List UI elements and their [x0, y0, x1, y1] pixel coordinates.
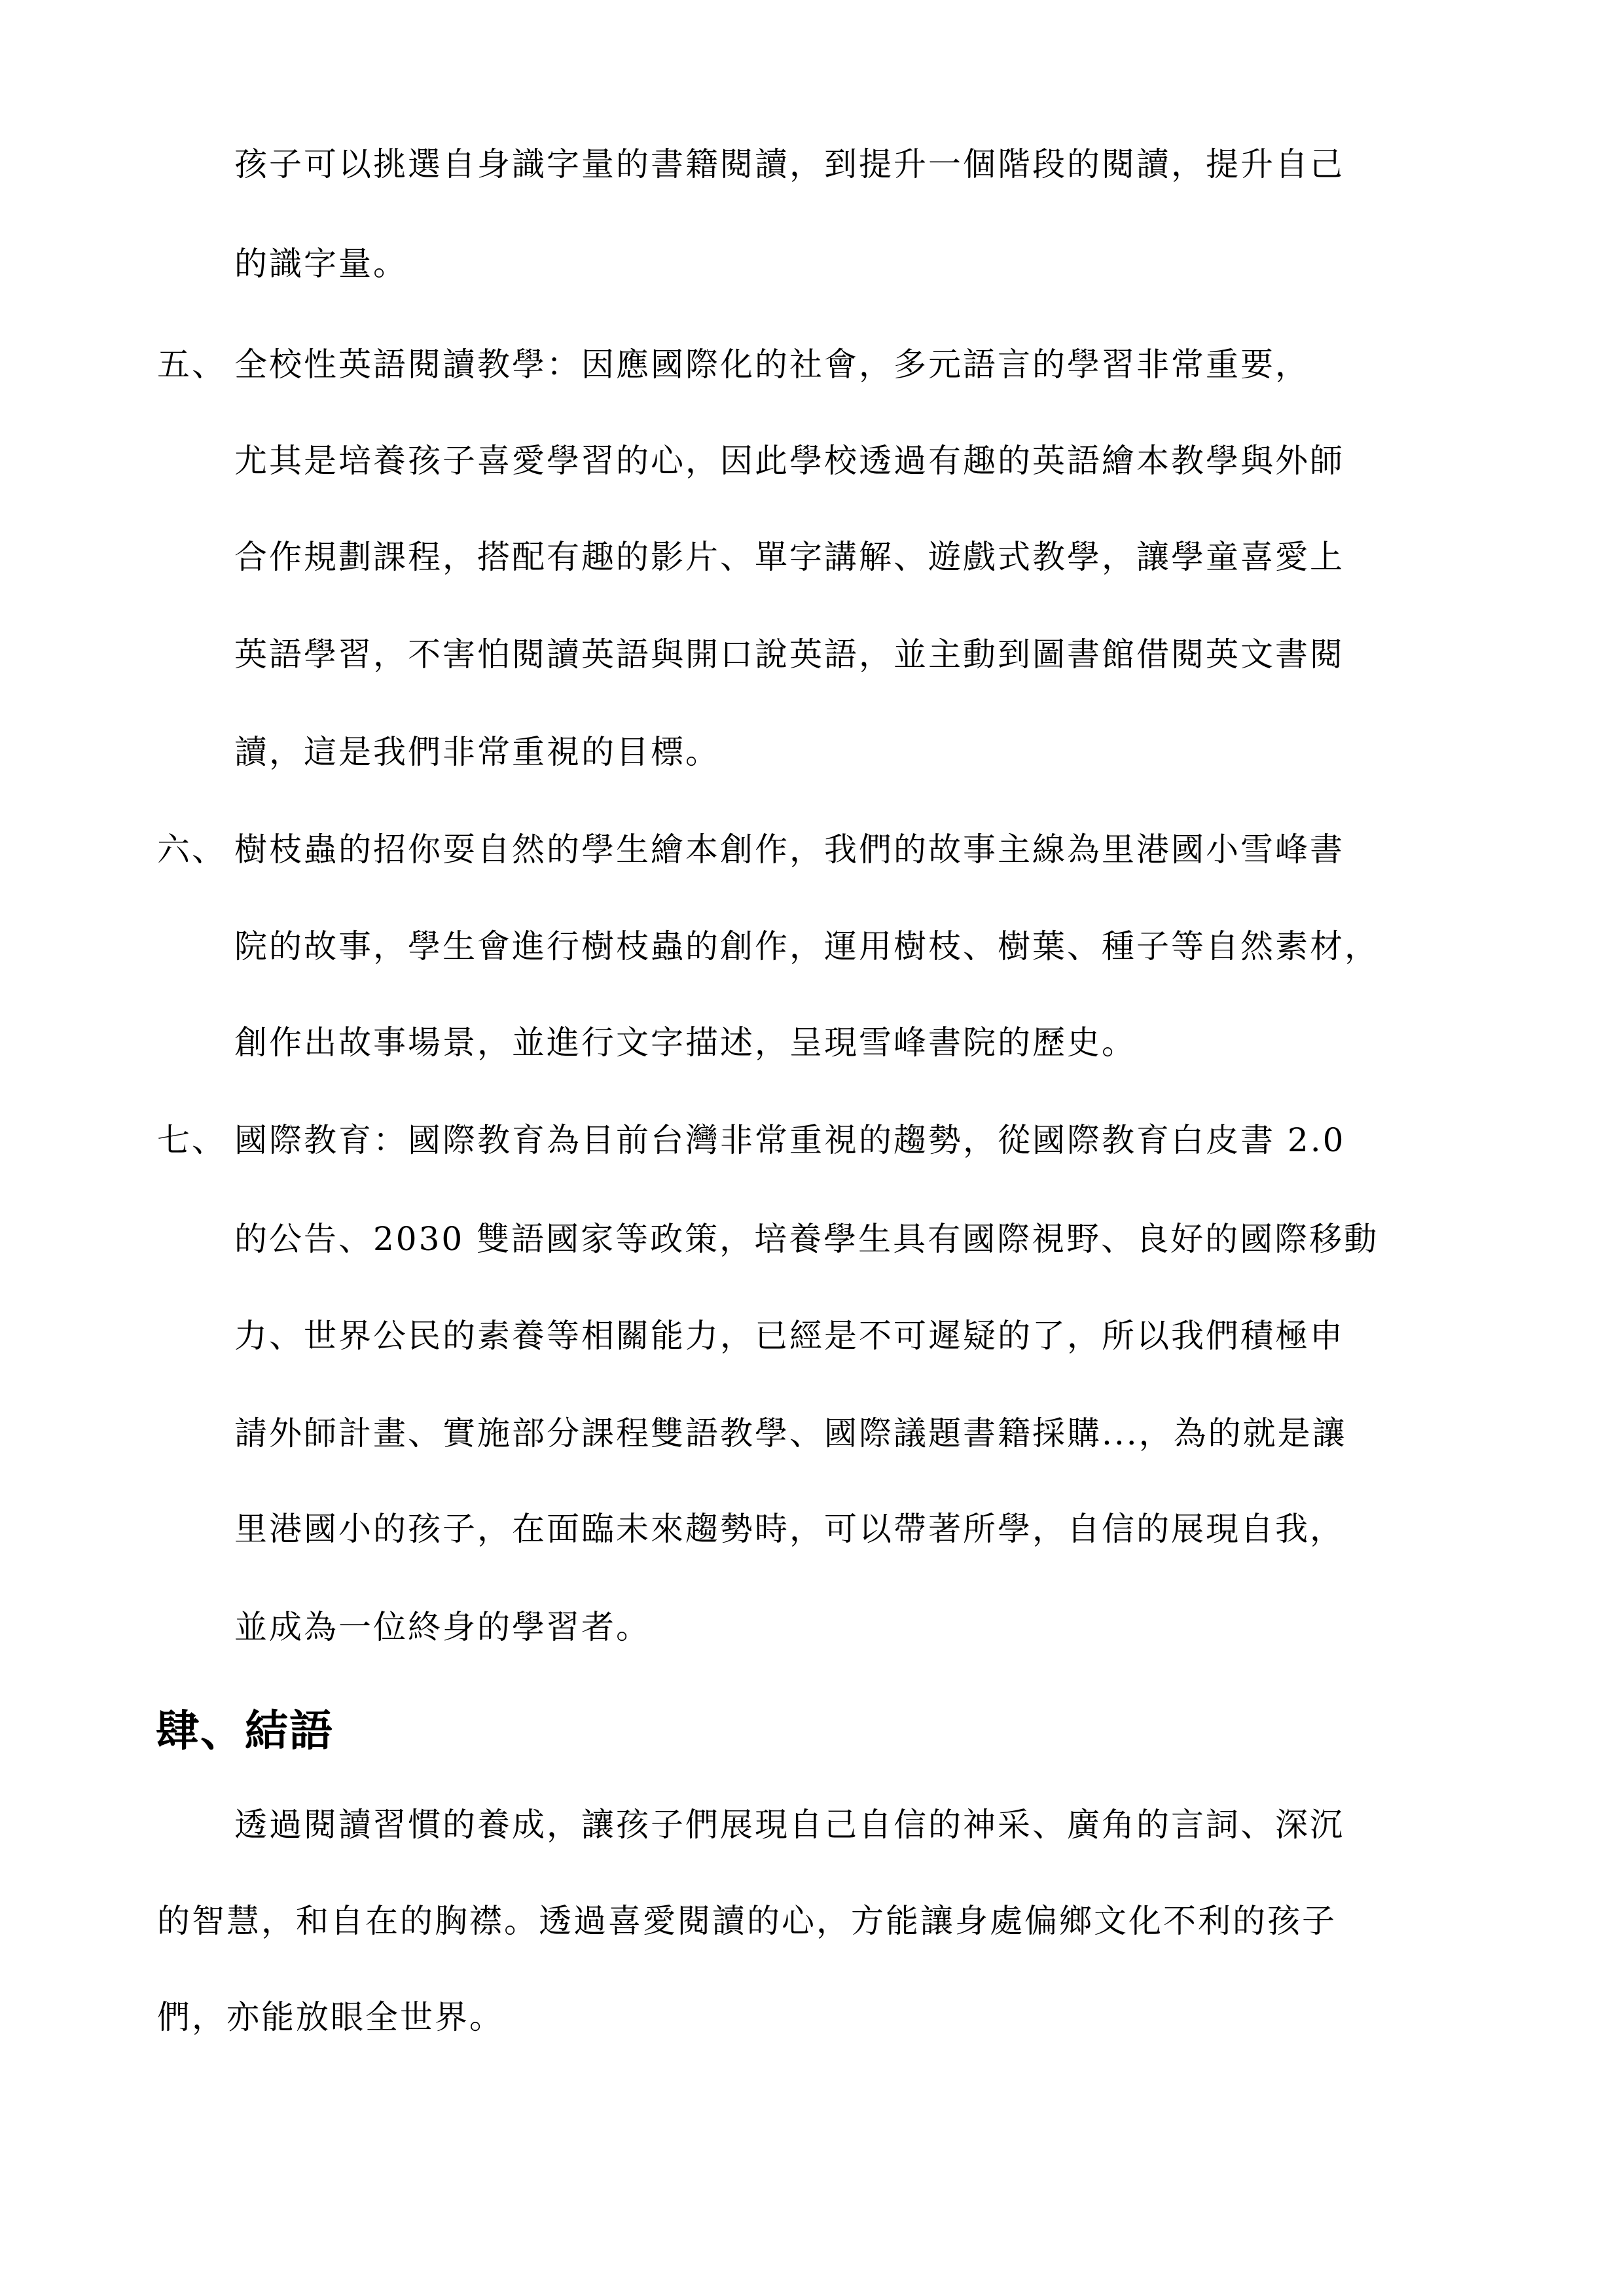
conclusion-line-1: 透過閱讀習慣的養成，讓孩子們展現自己自信的神采、廣角的言詞、深沉: [234, 1806, 1344, 1844]
item4-line-1: 孩子可以挑選自身識字量的書籍閱讀，到提升一個階段的閱讀，提升自己: [234, 145, 1344, 183]
item5-line-5: 讀，這是我們非常重視的目標。: [234, 733, 720, 771]
item6-marker: 六、: [157, 831, 226, 869]
item5-line-3: 合作規劃課程，搭配有趣的影片、單字講解、遊戲式教學，讓學童喜愛上: [234, 538, 1344, 576]
item6-line-2: 院的故事，學生會進行樹枝蟲的創作，運用樹枝、樹葉、種子等自然素材，: [234, 927, 1379, 965]
section-heading-conclusion: 肆、結語: [156, 1705, 334, 1756]
item7-line-2: 的公告、2030 雙語國家等政策，培養學生具有國際視野、良好的國際移動: [234, 1220, 1379, 1258]
item7-line-3: 力、世界公民的素養等相關能力，已經是不可遲疑的了，所以我們積極申: [234, 1317, 1344, 1355]
item7-marker: 七、: [157, 1121, 226, 1159]
item4-line-2: 的識字量。: [234, 245, 408, 283]
item7-line-1: 國際教育：國際教育為目前台灣非常重視的趨勢，從國際教育白皮書 2.0: [234, 1121, 1346, 1159]
item5-marker: 五、: [157, 346, 226, 384]
item7-line-4: 請外師計畫、實施部分課程雙語教學、國際議題書籍採購...，為的就是讓: [234, 1414, 1347, 1452]
item5-line-4: 英語學習，不害怕閱讀英語與開口說英語，並主動到圖書館借閱英文書閱: [234, 636, 1344, 673]
item5-line-1: 全校性英語閱讀教學：因應國際化的社會，多元語言的學習非常重要，: [234, 346, 1310, 384]
item7-line-5: 里港國小的孩子，在面臨未來趨勢時，可以帶著所學，自信的展現自我，: [234, 1510, 1344, 1548]
item5-line-2: 尤其是培養孩子喜愛學習的心，因此學校透過有趣的英語繪本教學與外師: [234, 442, 1344, 480]
item6-line-3: 創作出故事場景，並進行文字描述，呈現雪峰書院的歷史。: [234, 1024, 1136, 1062]
item6-line-1: 樹枝蟲的招你耍自然的學生繪本創作，我們的故事主線為里港國小雪峰書: [234, 831, 1344, 869]
item7-line-6: 並成為一位終身的學習者。: [234, 1608, 651, 1646]
conclusion-line-3: 們，亦能放眼全世界。: [157, 1998, 504, 2036]
conclusion-line-2: 的智慧，和自在的胸襟。透過喜愛閱讀的心，方能讓身處偏鄉文化不利的孩子: [157, 1902, 1337, 1940]
